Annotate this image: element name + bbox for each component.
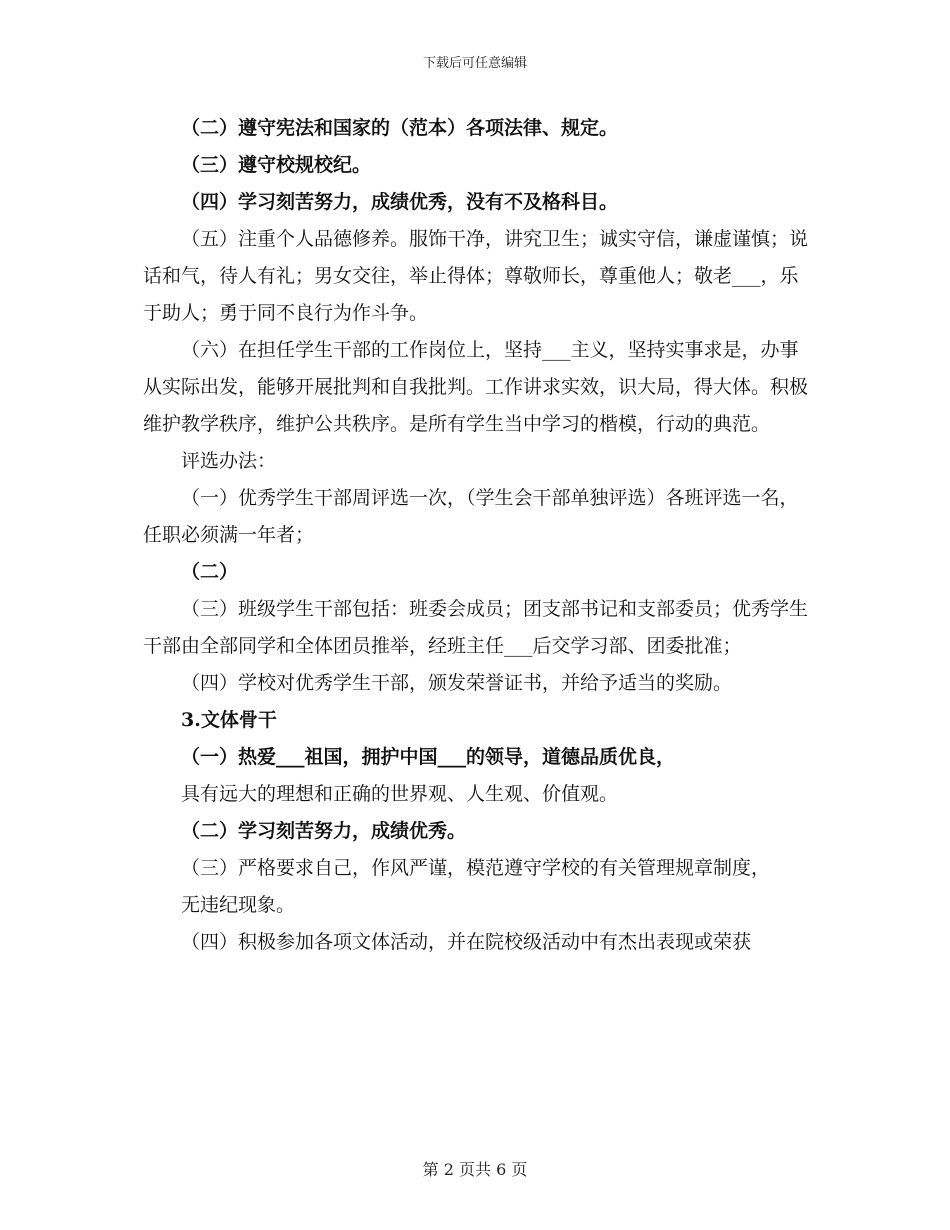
paragraph: （四）积极参加各项文体活动，并在院校级活动中有杰出表现或荣获 <box>181 931 752 953</box>
paragraph: （一）热爱___祖国，拥护中国___的领导，道德品质优良， <box>181 746 676 768</box>
paragraph: （二）学习刻苦努力，成绩优秀。 <box>181 820 467 842</box>
page-footer: 第 2 页共 6 页 <box>422 1160 528 1179</box>
paragraph: （二）遵守宪法和国家的（范本）各项法律、规定。 <box>181 117 619 139</box>
paragraph: （三）班级学生干部包括：班委会成员；团支部书记和支部委员；优秀学生干部由全部同学和全体团员推举，经班主任___后交学习部、团委批准； <box>143 598 809 657</box>
page-header: 下载后可任意编辑 <box>422 56 527 71</box>
paragraph: （二） <box>181 561 239 583</box>
paragraph: （三）遵守校规校纪。 <box>181 154 372 176</box>
paragraph: （五）注重个人品德修养。服饰干净，讲究卫生；诚实守信，谦虚谨慎；说话和气，待人有礼；男女交往，举止得体；尊敬师长，尊重他人；敬老___，乐于助人；勇于同不良行为作斗争。 <box>143 228 809 324</box>
paragraph: （三）严格要求自己，作风严谨，模范遵守学校的有关管理规章制度， <box>181 857 771 879</box>
paragraph: 评选办法： <box>181 450 277 472</box>
paragraph: 无违纪现象。 <box>181 894 296 916</box>
paragraph: （四）学习刻苦努力，成绩优秀，没有不及格科目。 <box>181 191 619 213</box>
document-body <box>143 110 813 961</box>
paragraph: （一）优秀学生干部周评选一次，（学生会干部单独评选）各班评选一名，任职必须满一年者； <box>143 487 799 546</box>
paragraph: （四）学校对优秀学生干部，颁发荣誉证书，并给予适当的奖励。 <box>181 672 733 694</box>
section-heading: 3.文体骨干 <box>181 709 277 731</box>
paragraph: 具有远大的理想和正确的世界观、人生观、价值观。 <box>181 783 619 805</box>
paragraph: （六）在担任学生干部的工作岗位上，坚持___主义，坚持实事求是，办事从实际出发，能够开展批判和自我批判。工作讲求实效，识大局，得大体。积极维护教学秩序，维护公共秩序。是所有学生当中学习的楷模，行动的典范。 <box>143 339 809 435</box>
